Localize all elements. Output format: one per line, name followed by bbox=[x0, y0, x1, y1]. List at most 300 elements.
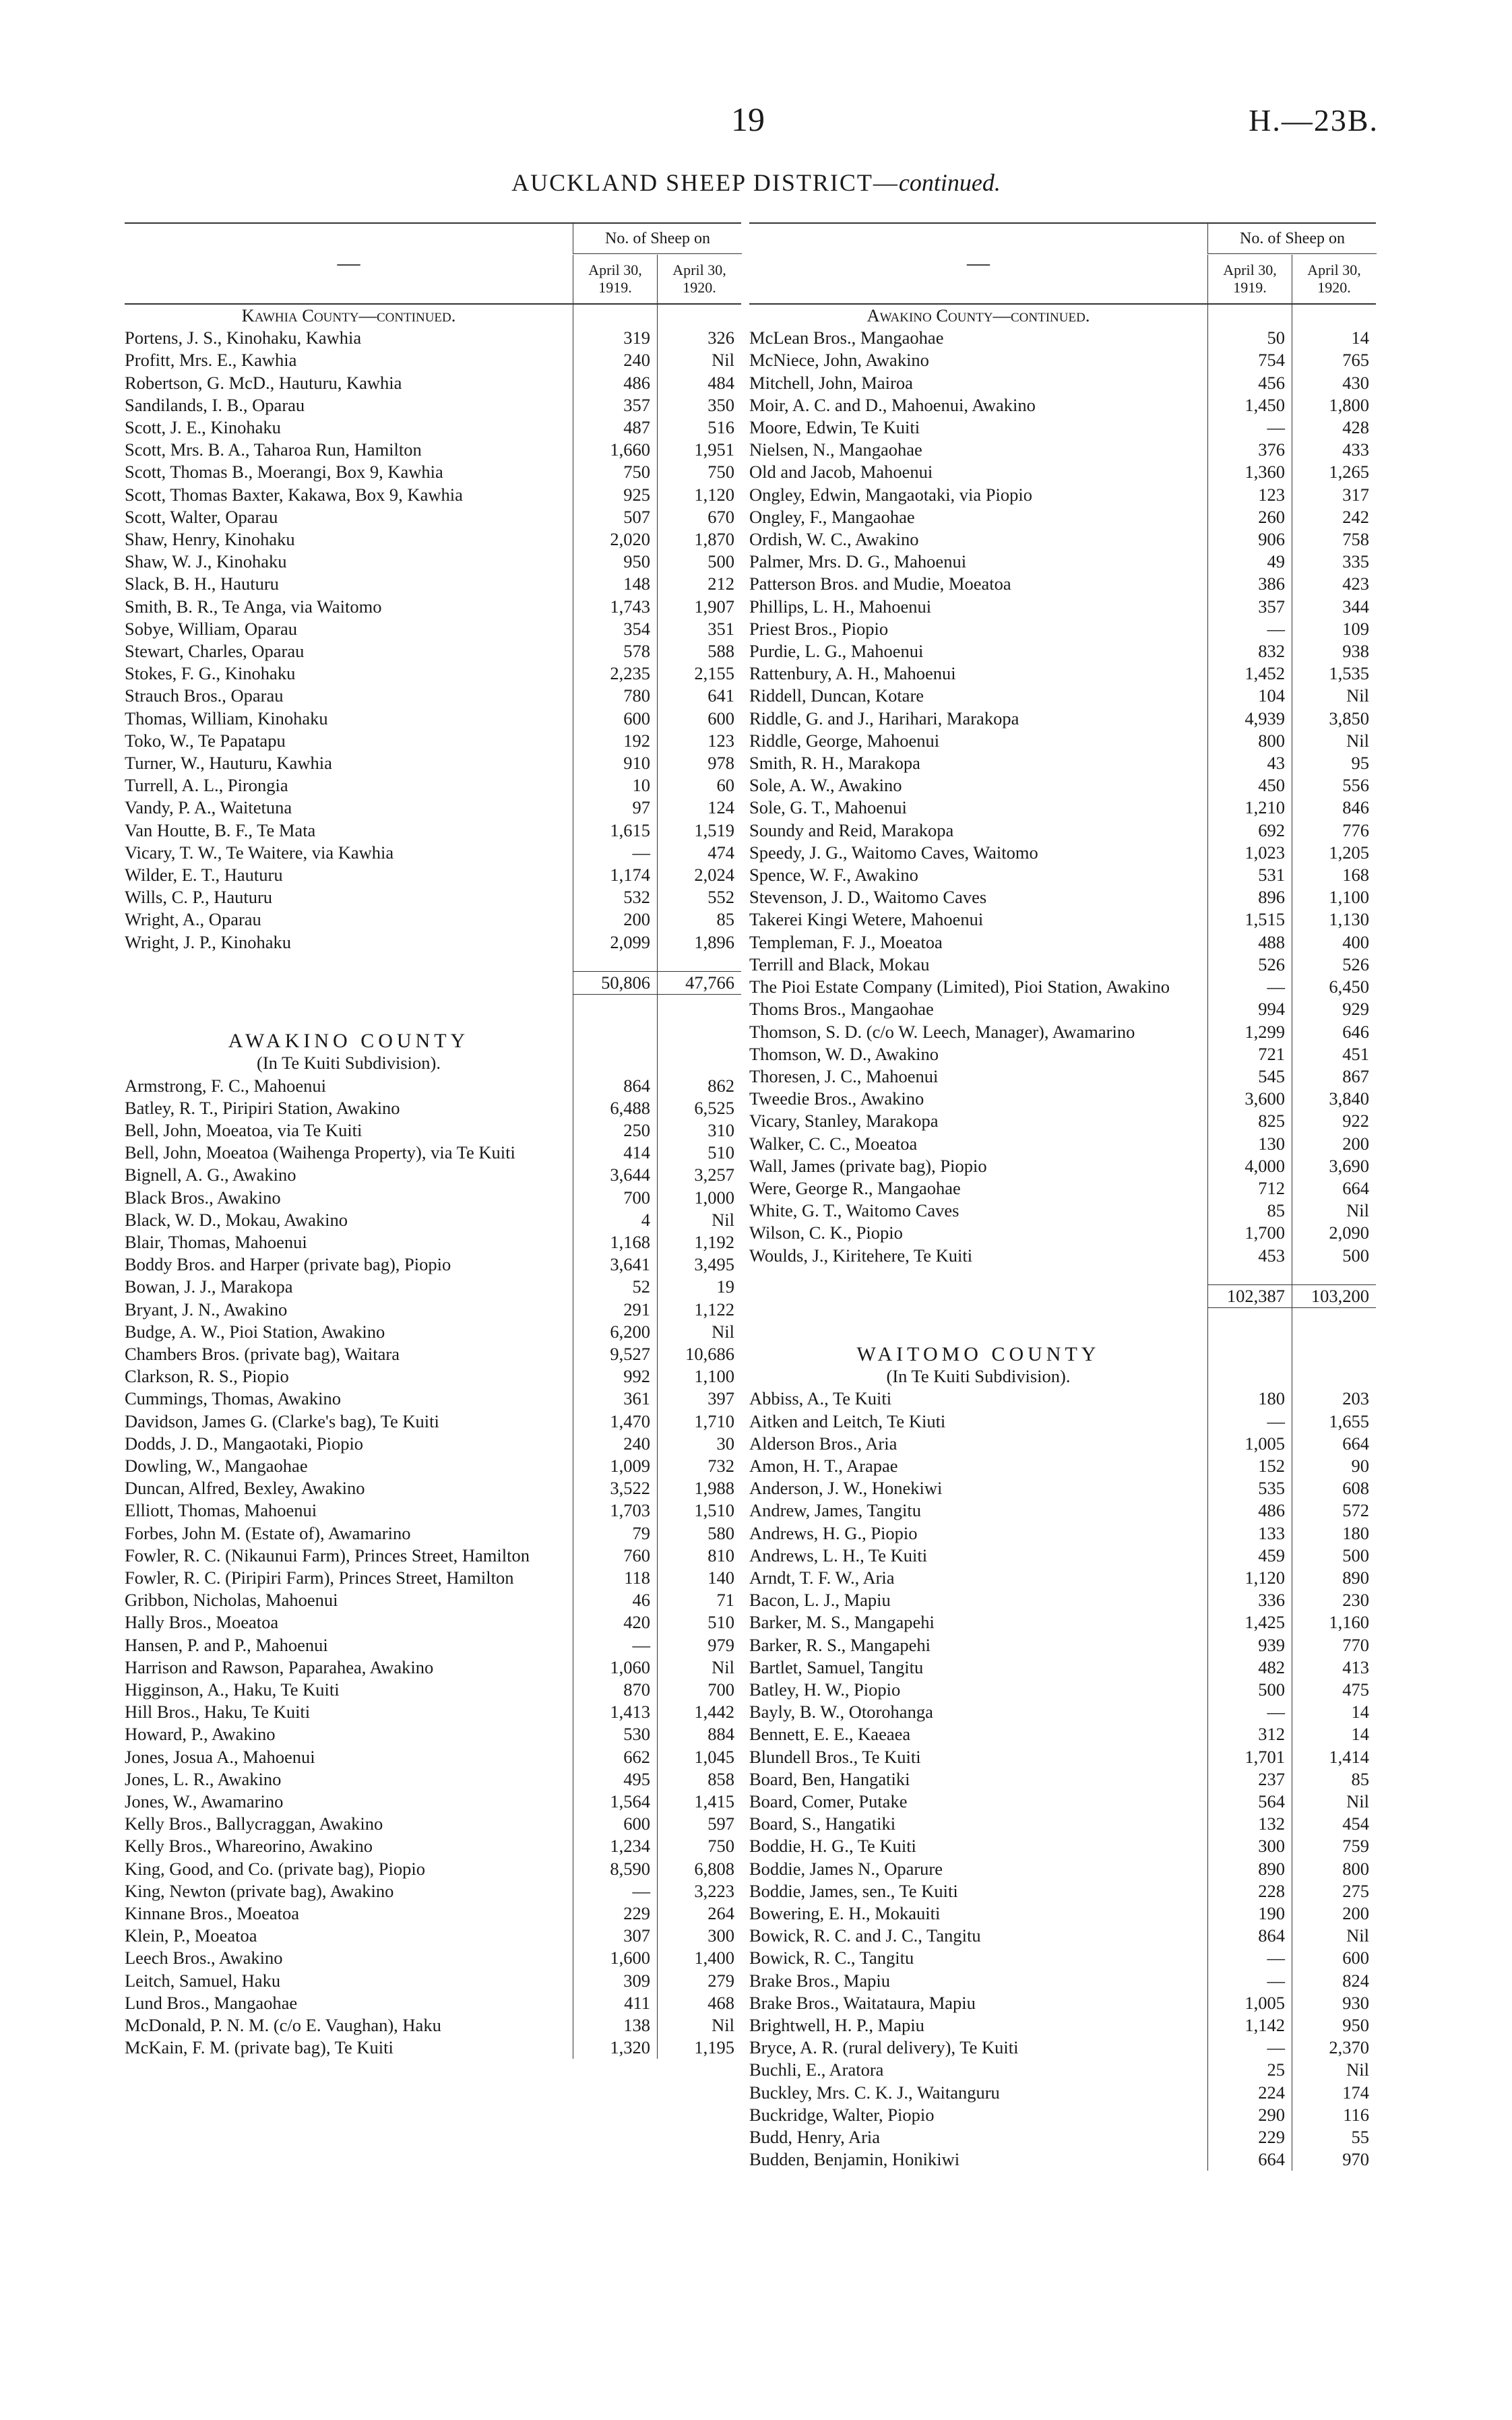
total-1920-cell: 47,766 bbox=[657, 971, 741, 995]
sheep-1919-cell: — bbox=[573, 1880, 657, 1902]
row-spacer bbox=[749, 1308, 1376, 1326]
owner-name-cell: Kinnane Bros., Moeatoa bbox=[125, 1903, 300, 1924]
sheep-1920-cell: 950 bbox=[1292, 2014, 1376, 2037]
table-row bbox=[749, 372, 1376, 394]
sheep-1920-cell: 1,130 bbox=[1292, 908, 1376, 931]
sheep-1919-cell: 1,005 bbox=[1207, 1433, 1292, 1455]
owner-name-cell: Harrison and Rawson, Paparahea, Awakino bbox=[125, 1656, 434, 1677]
sheep-1919-cell: — bbox=[1207, 1947, 1292, 1969]
table-row bbox=[749, 1970, 1376, 1992]
sheep-1920-cell: Nil bbox=[1292, 685, 1376, 707]
sheep-1919-cell: 411 bbox=[573, 1992, 657, 2014]
sheep-1919-cell: 250 bbox=[573, 1119, 657, 1142]
sheep-1920-cell: 759 bbox=[1292, 1835, 1376, 1857]
owner-name-cell: Fowler, R. C. (Piripiri Farm), Princes Street, Hamilton bbox=[125, 1567, 514, 1588]
owner-name-cell: Bowan, J. J., Marakopa bbox=[125, 1276, 293, 1297]
owner-name-cell: Clarkson, R. S., Piopio bbox=[125, 1366, 289, 1387]
sheep-1920-cell: 1,800 bbox=[1292, 394, 1376, 416]
sheep-1919-cell: — bbox=[1207, 1410, 1292, 1433]
sheep-1919-cell: 1,174 bbox=[573, 864, 657, 886]
sheep-1919-cell: 700 bbox=[573, 1187, 657, 1209]
sheep-1920-cell: Nil bbox=[1292, 730, 1376, 752]
owner-name-cell: White, G. T., Waitomo Caves bbox=[749, 1200, 959, 1221]
sheep-1919-cell: 8,590 bbox=[573, 1858, 657, 1880]
sheep-1920-cell: 397 bbox=[657, 1388, 741, 1410]
table-row bbox=[125, 1097, 741, 1119]
table-row bbox=[749, 1043, 1376, 1065]
table-row bbox=[125, 886, 741, 908]
owner-name-cell: Vandy, P. A., Waitetuna bbox=[125, 797, 292, 818]
owner-name-cell: Bartlet, Samuel, Tangitu bbox=[749, 1656, 924, 1677]
table-row bbox=[749, 1701, 1376, 1723]
table-row bbox=[749, 1611, 1376, 1634]
owner-name-cell: Howard, P., Awakino bbox=[125, 1724, 276, 1745]
sheep-1919-cell: 459 bbox=[1207, 1545, 1292, 1567]
table-row bbox=[125, 1075, 741, 1097]
owner-name-cell: Terrill and Black, Mokau bbox=[749, 954, 930, 974]
sheep-1920-cell: 423 bbox=[1292, 573, 1376, 595]
sheep-1920-cell: 3,840 bbox=[1292, 1088, 1376, 1110]
sheep-1919-cell: 1,425 bbox=[1207, 1611, 1292, 1634]
table-row bbox=[749, 1768, 1376, 1791]
sheep-1919-cell: 500 bbox=[1207, 1679, 1292, 1701]
row-spacer bbox=[125, 995, 741, 1012]
sheep-1920-cell: 862 bbox=[657, 1075, 741, 1097]
sheep-1919-cell: 357 bbox=[573, 394, 657, 416]
table-row bbox=[125, 842, 741, 864]
sheep-1920-cell: 552 bbox=[657, 886, 741, 908]
sheep-1920-cell: 451 bbox=[1292, 1043, 1376, 1065]
table-row bbox=[749, 551, 1376, 573]
owner-name-cell: Higginson, A., Haku, Te Kuiti bbox=[125, 1679, 340, 1700]
table-row bbox=[125, 1902, 741, 1925]
table-row bbox=[749, 618, 1376, 640]
total-label-cell bbox=[749, 1284, 1207, 1308]
page-title-continued: continued. bbox=[898, 169, 1001, 196]
table-row bbox=[749, 1222, 1376, 1244]
spacer-cell bbox=[125, 995, 573, 1012]
table-row bbox=[749, 908, 1376, 931]
total-1919-cell: 102,387 bbox=[1207, 1284, 1292, 1308]
table-row bbox=[125, 1231, 741, 1253]
heading-spacer-cell bbox=[1207, 1343, 1292, 1365]
sheep-1919-cell: 531 bbox=[1207, 864, 1292, 886]
sheep-1920-cell: 922 bbox=[1292, 1110, 1376, 1132]
sheep-1920-cell: 413 bbox=[1292, 1656, 1376, 1679]
sheep-1919-cell: 870 bbox=[573, 1679, 657, 1701]
sheep-1919-cell: 664 bbox=[1207, 2148, 1292, 2171]
sheep-1919-cell: 456 bbox=[1207, 372, 1292, 394]
sheep-1920-cell: 750 bbox=[657, 461, 741, 483]
table-row bbox=[125, 1925, 741, 1947]
sheep-1919-cell: 420 bbox=[573, 1611, 657, 1634]
sheep-1919-cell: 906 bbox=[1207, 528, 1292, 551]
owner-name-cell: Dodds, J. D., Mangaotaki, Piopio bbox=[125, 1433, 364, 1454]
owner-name-cell: Bowick, R. C. and J. C., Tangitu bbox=[749, 1925, 981, 1946]
owner-name-cell: Gribbon, Nicholas, Mahoenui bbox=[125, 1590, 338, 1611]
owner-name-cell: Priest Bros., Piopio bbox=[749, 618, 889, 639]
sheep-1919-cell: 1,009 bbox=[573, 1455, 657, 1477]
sheep-1919-cell: 300 bbox=[1207, 1835, 1292, 1857]
table-row bbox=[125, 461, 741, 483]
sheep-1919-cell: 564 bbox=[1207, 1791, 1292, 1813]
table-row bbox=[749, 976, 1376, 998]
owner-name-cell: King, Good, and Co. (private bag), Piopio bbox=[125, 1858, 426, 1879]
sheep-1919-cell: 6,488 bbox=[573, 1097, 657, 1119]
sheep-1920-cell: 474 bbox=[657, 842, 741, 864]
table-row bbox=[125, 1679, 741, 1701]
table-row bbox=[749, 596, 1376, 618]
owner-name-cell: Sandilands, I. B., Oparau bbox=[125, 394, 305, 415]
table-row bbox=[125, 1388, 741, 1410]
table-row bbox=[125, 1634, 741, 1656]
owner-name-cell: Black Bros., Awakino bbox=[125, 1187, 281, 1208]
sheep-1920-cell: 200 bbox=[1292, 1133, 1376, 1155]
sheep-1920-cell: 846 bbox=[1292, 797, 1376, 819]
table-row bbox=[749, 1133, 1376, 1155]
sheep-1920-cell: 85 bbox=[657, 908, 741, 931]
heading-spacer-cell bbox=[1292, 1365, 1376, 1388]
owner-name-cell: Ongley, Edwin, Mangaotaki, via Piopio bbox=[749, 484, 1033, 505]
sheep-1919-cell: 376 bbox=[1207, 439, 1292, 461]
table-row bbox=[749, 1522, 1376, 1545]
sheep-1919-cell: 1,515 bbox=[1207, 908, 1292, 931]
table-row bbox=[125, 1813, 741, 1835]
owner-name-cell: Wills, C. P., Hauturu bbox=[125, 887, 273, 908]
subdivision-heading-text: (In Te Kuiti Subdivision). bbox=[257, 1053, 441, 1074]
table-row bbox=[749, 2059, 1376, 2081]
sheep-1920-cell: 1,414 bbox=[1292, 1746, 1376, 1768]
owner-name-cell: Riddell, Duncan, Kotare bbox=[749, 685, 924, 706]
table-row bbox=[749, 1245, 1376, 1267]
sheep-1919-cell: 578 bbox=[573, 640, 657, 662]
sheep-1919-cell: 1,701 bbox=[1207, 1746, 1292, 1768]
sheep-1920-cell: 212 bbox=[657, 573, 741, 595]
table-row bbox=[125, 1455, 741, 1477]
owner-name-cell: Board, Comer, Putake bbox=[749, 1791, 908, 1811]
sheep-1919-cell: 130 bbox=[1207, 1133, 1292, 1155]
name-column-header: — bbox=[967, 251, 990, 276]
sheep-1919-cell: 864 bbox=[573, 1075, 657, 1097]
table-row bbox=[125, 1791, 741, 1813]
owner-name-cell: Van Houtte, B. F., Te Mata bbox=[125, 819, 316, 840]
sheep-1919-cell: 994 bbox=[1207, 998, 1292, 1020]
table-row bbox=[125, 1299, 741, 1321]
sheep-1920-cell: 60 bbox=[657, 774, 741, 797]
table-row bbox=[125, 908, 741, 931]
sheep-1920-cell: 867 bbox=[1292, 1065, 1376, 1088]
owner-name-cell: Thomson, S. D. (c/o W. Leech, Manager), Awamarino bbox=[749, 1021, 1135, 1042]
table-row bbox=[749, 1992, 1376, 2014]
sheep-1920-cell: 428 bbox=[1292, 416, 1376, 439]
sheep-1919-cell: 1,120 bbox=[1207, 1567, 1292, 1589]
sheep-1919-cell: 336 bbox=[1207, 1589, 1292, 1611]
owner-name-cell: Jones, Josua A., Mahoenui bbox=[125, 1746, 315, 1767]
sheep-1920-cell: 124 bbox=[657, 797, 741, 819]
owner-name-cell: Turrell, A. L., Pirongia bbox=[125, 775, 288, 796]
sheep-1920-cell: 116 bbox=[1292, 2104, 1376, 2126]
owner-name-cell: Scott, Mrs. B. A., Taharoa Run, Hamilton bbox=[125, 439, 422, 460]
owner-name-cell: Buckley, Mrs. C. K. J., Waitanguru bbox=[749, 2082, 1000, 2103]
sheep-1920-cell: 3,495 bbox=[657, 1253, 741, 1276]
row-spacer bbox=[125, 954, 741, 971]
sheep-1920-cell: Nil bbox=[1292, 1200, 1376, 1222]
spacer-cell bbox=[125, 954, 573, 971]
sheep-1919-cell: 6,200 bbox=[573, 1321, 657, 1343]
table-row bbox=[749, 1567, 1376, 1589]
county-heading bbox=[125, 305, 741, 327]
table-row bbox=[125, 774, 741, 797]
sheep-1920-cell: 500 bbox=[1292, 1545, 1376, 1567]
sheep-1919-cell: 46 bbox=[573, 1589, 657, 1611]
owner-name-cell: Turner, W., Hauturu, Kawhia bbox=[125, 753, 332, 774]
sheep-1920-cell: 858 bbox=[657, 1768, 741, 1791]
sheep-1920-cell: 10,686 bbox=[657, 1343, 741, 1365]
page-title bbox=[0, 168, 1512, 197]
table-row bbox=[125, 1433, 741, 1455]
owner-name-cell: Andrew, James, Tangitu bbox=[749, 1500, 921, 1521]
sheep-1920-cell: 641 bbox=[657, 685, 741, 707]
sheep-count-header: No. of Sheep on bbox=[573, 224, 742, 254]
table-row bbox=[125, 1589, 741, 1611]
sheep-1920-cell: 168 bbox=[1292, 864, 1376, 886]
table-row bbox=[749, 1088, 1376, 1110]
sheep-1920-cell: 109 bbox=[1292, 618, 1376, 640]
sheep-1920-cell: 930 bbox=[1292, 1992, 1376, 2014]
table-row bbox=[749, 573, 1376, 595]
owner-name-cell: Phillips, L. H., Mahoenui bbox=[749, 596, 932, 617]
table-row bbox=[749, 886, 1376, 908]
owner-name-cell: Rattenbury, A. H., Mahoenui bbox=[749, 663, 956, 684]
sheep-1920-cell: 6,808 bbox=[657, 1858, 741, 1880]
owner-name-cell: Batley, H. W., Piopio bbox=[749, 1679, 901, 1700]
owner-name-cell: Brightwell, H. P., Mapiu bbox=[749, 2015, 924, 2036]
sheep-1919-cell: 132 bbox=[1207, 1813, 1292, 1835]
sheep-1919-cell: 3,522 bbox=[573, 1477, 657, 1499]
sheep-1919-cell: 229 bbox=[1207, 2126, 1292, 2148]
sheep-1920-cell: Nil bbox=[1292, 1925, 1376, 1947]
sheep-1919-cell: 1,703 bbox=[573, 1499, 657, 1522]
sheep-1919-cell: 1,743 bbox=[573, 596, 657, 618]
sheep-1919-cell: 992 bbox=[573, 1365, 657, 1388]
sheep-1919-cell: 123 bbox=[1207, 484, 1292, 506]
sheep-1919-cell: 290 bbox=[1207, 2104, 1292, 2126]
sheep-1920-cell: Nil bbox=[657, 349, 741, 371]
owner-name-cell: Stewart, Charles, Oparau bbox=[125, 641, 305, 662]
table-row bbox=[749, 708, 1376, 730]
sheep-1920-cell: 588 bbox=[657, 640, 741, 662]
sheep-1919-cell: 224 bbox=[1207, 2082, 1292, 2104]
sheep-1919-cell: 97 bbox=[573, 797, 657, 819]
table-row bbox=[749, 2037, 1376, 2059]
sheep-1919-cell: 3,644 bbox=[573, 1164, 657, 1186]
owner-name-cell: Forbes, John M. (Estate of), Awamarino bbox=[125, 1522, 411, 1543]
sheep-1920-cell: 468 bbox=[657, 1992, 741, 2014]
owner-name-cell: Amon, H. T., Arapae bbox=[749, 1455, 898, 1476]
owner-name-cell: Nielsen, N., Mangaohae bbox=[749, 439, 922, 460]
sheep-1919-cell: 1,023 bbox=[1207, 842, 1292, 864]
owner-name-cell: Patterson Bros. and Mudie, Moeatoa bbox=[749, 573, 1011, 594]
table-row bbox=[749, 416, 1376, 439]
sheep-1919-cell: 354 bbox=[573, 618, 657, 640]
sheep-1920-cell: 300 bbox=[657, 1925, 741, 1947]
owner-name-cell: Buchli, E., Aratora bbox=[749, 2059, 884, 2080]
table-row bbox=[749, 1155, 1376, 1177]
sheep-1920-cell: 929 bbox=[1292, 998, 1376, 1020]
sheep-1919-cell: 800 bbox=[1207, 730, 1292, 752]
sheep-1919-cell: 309 bbox=[573, 1970, 657, 1992]
table-row bbox=[125, 1410, 741, 1433]
owner-name-cell: Speedy, J. G., Waitomo Caves, Waitomo bbox=[749, 842, 1038, 863]
sheep-1920-cell: 14 bbox=[1292, 1701, 1376, 1723]
sheep-1920-cell: 14 bbox=[1292, 1723, 1376, 1745]
table-row bbox=[749, 1656, 1376, 1679]
table-row bbox=[749, 640, 1376, 662]
spacer-cell bbox=[1292, 1267, 1376, 1284]
table-row bbox=[749, 1880, 1376, 1902]
table-row bbox=[125, 1477, 741, 1499]
table-row bbox=[749, 2126, 1376, 2148]
col-1919-header: April 30, 1919. bbox=[573, 255, 657, 303]
table-row bbox=[125, 640, 741, 662]
owner-name-cell: Thomson, W. D., Awakino bbox=[749, 1043, 939, 1064]
sheep-1920-cell: 95 bbox=[1292, 752, 1376, 774]
table-row bbox=[125, 1164, 741, 1186]
sheep-1919-cell: 721 bbox=[1207, 1043, 1292, 1065]
sheep-1920-cell: 3,690 bbox=[1292, 1155, 1376, 1177]
sheep-1920-cell: 1,510 bbox=[657, 1499, 741, 1522]
table-row bbox=[125, 1567, 741, 1589]
row-spacer bbox=[125, 1012, 741, 1030]
spacer-cell bbox=[657, 995, 741, 1012]
table-row bbox=[749, 1065, 1376, 1088]
table-row bbox=[749, 1925, 1376, 1947]
sheep-1919-cell: 545 bbox=[1207, 1065, 1292, 1088]
sheep-1919-cell: 950 bbox=[573, 551, 657, 573]
sheep-1919-cell: 3,600 bbox=[1207, 1088, 1292, 1110]
left-table-body bbox=[125, 305, 741, 2059]
col-1919-header: April 30, 1919. bbox=[1207, 255, 1292, 303]
owner-name-cell: Boddie, James, sen., Te Kuiti bbox=[749, 1880, 958, 1901]
owner-name-cell: Bacon, L. J., Mapiu bbox=[749, 1590, 891, 1611]
owner-name-cell: Wilson, C. K., Piopio bbox=[749, 1222, 903, 1243]
sheep-1919-cell: 133 bbox=[1207, 1522, 1292, 1545]
sheep-1919-cell: 118 bbox=[573, 1567, 657, 1589]
county-total-row bbox=[749, 1284, 1376, 1308]
owner-name-cell: Thomas, William, Kinohaku bbox=[125, 708, 328, 728]
sheep-1920-cell: Nil bbox=[657, 1209, 741, 1231]
sheep-1920-cell: 351 bbox=[657, 618, 741, 640]
spacer-cell bbox=[573, 954, 657, 971]
owner-name-cell: Board, Ben, Hangatiki bbox=[749, 1768, 910, 1789]
table-row bbox=[125, 1992, 741, 2014]
sheep-1919-cell: 1,660 bbox=[573, 439, 657, 461]
owner-name-cell: Blundell Bros., Te Kuiti bbox=[749, 1746, 921, 1767]
table-row bbox=[125, 1253, 741, 1276]
table-row bbox=[749, 1110, 1376, 1132]
owner-name-cell: Andrews, L. H., Te Kuiti bbox=[749, 1545, 928, 1565]
owner-name-cell: Toko, W., Te Papatapu bbox=[125, 730, 286, 751]
owner-name-cell: Budd, Henry, Aria bbox=[749, 2127, 881, 2148]
table-row bbox=[749, 662, 1376, 685]
owner-name-cell: Kelly Bros., Ballycraggan, Awakino bbox=[125, 1813, 383, 1834]
sheep-1920-cell: 646 bbox=[1292, 1021, 1376, 1043]
sheep-1919-cell: 10 bbox=[573, 774, 657, 797]
sheep-1919-cell: 1,210 bbox=[1207, 797, 1292, 819]
sheep-1920-cell: 516 bbox=[657, 416, 741, 439]
sheep-1919-cell: 192 bbox=[573, 730, 657, 752]
table-row bbox=[749, 752, 1376, 774]
table-row bbox=[749, 954, 1376, 976]
sheep-1920-cell: 14 bbox=[1292, 327, 1376, 349]
owner-name-cell: Profitt, Mrs. E., Kawhia bbox=[125, 350, 297, 371]
county-heading bbox=[749, 305, 1376, 327]
sheep-1919-cell: 152 bbox=[1207, 1455, 1292, 1477]
sheep-1920-cell: 1,100 bbox=[657, 1365, 741, 1388]
table-row bbox=[749, 1746, 1376, 1768]
owner-name-cell: Bryant, J. N., Awakino bbox=[125, 1299, 288, 1320]
sheep-1920-cell: 200 bbox=[1292, 1902, 1376, 1925]
table-row bbox=[125, 1545, 741, 1567]
table-row bbox=[749, 1902, 1376, 1925]
sheep-1919-cell: 600 bbox=[573, 708, 657, 730]
owner-name-cell: Portens, J. S., Kinohaku, Kawhia bbox=[125, 328, 362, 348]
sheep-1920-cell: 670 bbox=[657, 506, 741, 528]
sheep-1919-cell: 4,000 bbox=[1207, 1155, 1292, 1177]
sheep-1919-cell: 486 bbox=[573, 372, 657, 394]
table-row bbox=[125, 1343, 741, 1365]
col-1920-header: April 30, 1920. bbox=[1292, 255, 1376, 303]
sheep-1920-cell: 1,100 bbox=[1292, 886, 1376, 908]
table-row bbox=[125, 349, 741, 371]
sheep-1920-cell: Nil bbox=[1292, 2059, 1376, 2081]
table-row bbox=[125, 2014, 741, 2037]
sheep-1920-cell: 1,870 bbox=[657, 528, 741, 551]
table-row bbox=[125, 708, 741, 730]
table-row bbox=[125, 1947, 741, 1969]
sheep-1920-cell: 664 bbox=[1292, 1433, 1376, 1455]
sheep-1920-cell: 1,710 bbox=[657, 1410, 741, 1433]
sheep-1919-cell: 532 bbox=[573, 886, 657, 908]
owner-name-cell: Thoms Bros., Mangaohae bbox=[749, 999, 934, 1020]
owner-name-cell: Wall, James (private bag), Piopio bbox=[749, 1155, 987, 1176]
sheep-1920-cell: 890 bbox=[1292, 1567, 1376, 1589]
sheep-1919-cell: 600 bbox=[573, 1813, 657, 1835]
heading-spacer-cell bbox=[1292, 305, 1376, 327]
sheep-1920-cell: 938 bbox=[1292, 640, 1376, 662]
sheep-1919-cell: 138 bbox=[573, 2014, 657, 2037]
spacer-cell bbox=[573, 1012, 657, 1030]
sheep-1920-cell: 608 bbox=[1292, 1477, 1376, 1499]
sheep-1920-cell: 1,192 bbox=[657, 1231, 741, 1253]
sheep-1920-cell: 572 bbox=[1292, 1499, 1376, 1522]
sheep-1919-cell: 180 bbox=[1207, 1388, 1292, 1410]
sheep-1920-cell: 1,120 bbox=[657, 484, 741, 506]
owner-name-cell: Hansen, P. and P., Mahoenui bbox=[125, 1634, 328, 1655]
owner-name-cell: Robertson, G. McD., Hauturu, Kawhia bbox=[125, 372, 402, 393]
right-table-body bbox=[749, 305, 1376, 2171]
owner-name-cell: Boddie, H. G., Te Kuiti bbox=[749, 1836, 916, 1857]
table-row bbox=[125, 506, 741, 528]
table-row bbox=[749, 461, 1376, 483]
sheep-1920-cell: 344 bbox=[1292, 596, 1376, 618]
table-row bbox=[749, 439, 1376, 461]
owner-name-cell: Klein, P., Moeatoa bbox=[125, 1925, 257, 1946]
owner-name-cell: Bell, John, Moeatoa (Waihenga Property), via Te Kuiti bbox=[125, 1142, 515, 1163]
owner-name-cell: Riddle, George, Mahoenui bbox=[749, 730, 940, 751]
sheep-1920-cell: 1,122 bbox=[657, 1299, 741, 1321]
sheep-1919-cell: 237 bbox=[1207, 1768, 1292, 1791]
